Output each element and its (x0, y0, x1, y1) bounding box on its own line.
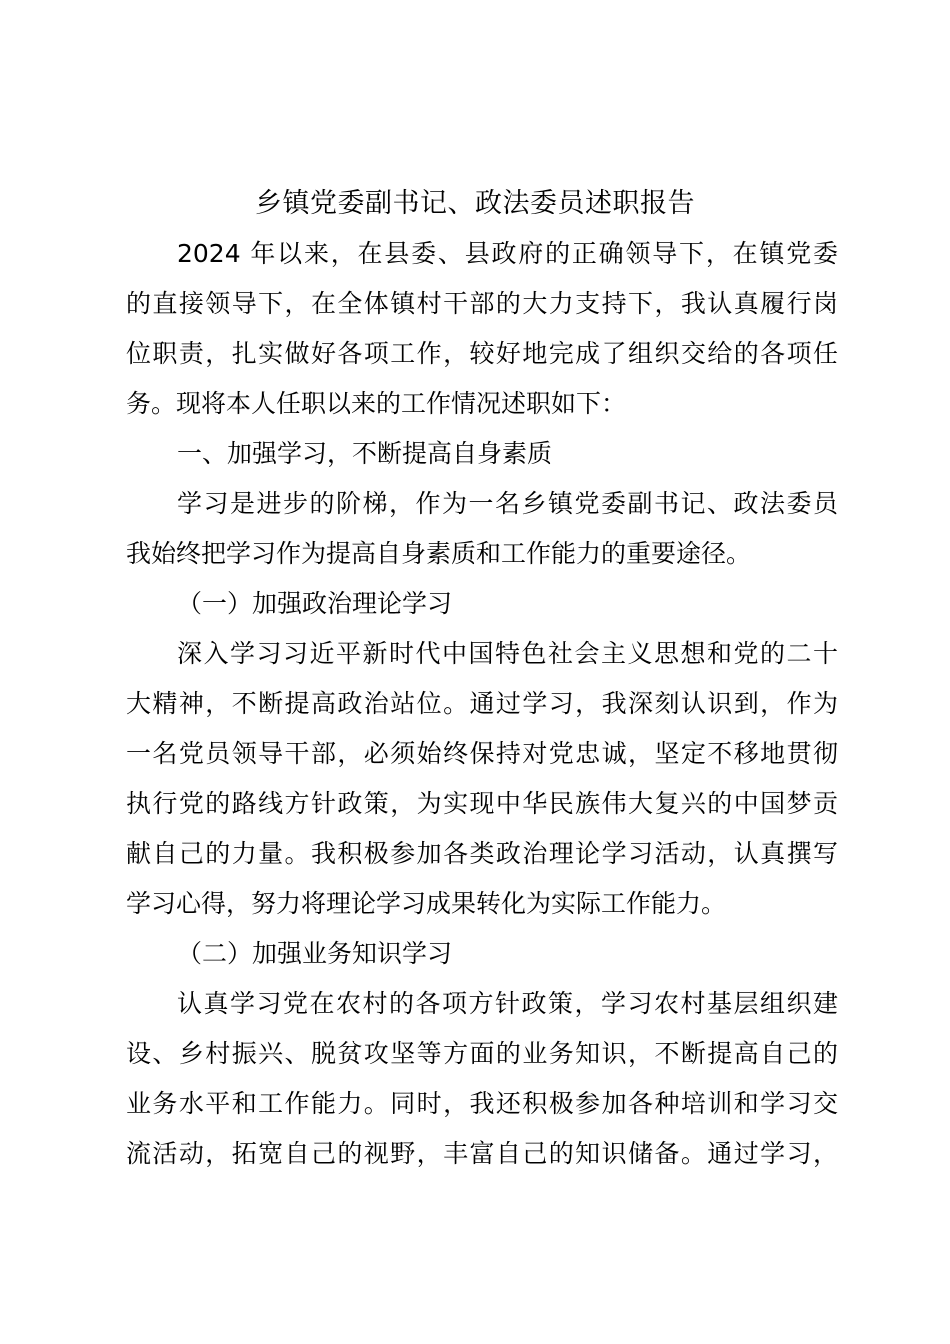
text-line: 2024 年以来，在县委、县政府的正确领导下，在镇党委 (177, 239, 838, 268)
text-line: 献自己的力量。我积极参加各类政治理论学习活动，认真撰写 (126, 839, 838, 868)
text-line: 一名党员领导干部，必须始终保持对党忠诚，坚定不移地贯彻 (126, 739, 838, 768)
text-line: 流活动，拓宽自己的视野，丰富自己的知识储备。通过学习， (126, 1139, 838, 1168)
text-line: 学习是进步的阶梯，作为一名乡镇党委副书记、政法委员 (177, 489, 838, 518)
subsection-heading: （一）加强政治理论学习 (177, 589, 453, 618)
text-line: 务。现将本人任职以来的工作情况述职如下： (126, 389, 627, 418)
text-line: 执行党的路线方针政策，为实现中华民族伟大复兴的中国梦贡 (126, 789, 838, 818)
text-line: 的直接领导下，在全体镇村干部的大力支持下，我认真履行岗 (126, 289, 838, 318)
text-line: 大精神，不断提高政治站位。通过学习，我深刻认识到，作为 (126, 689, 838, 718)
text-line: 学习心得，努力将理论学习成果转化为实际工作能力。 (126, 889, 727, 918)
text-line: 位职责，扎实做好各项工作，较好地完成了组织交给的各项任 (126, 339, 838, 368)
text-line: 业务水平和工作能力。同时，我还积极参加各种培训和学习交 (126, 1089, 838, 1118)
text-line: 深入学习习近平新时代中国特色社会主义思想和党的二十 (177, 639, 838, 668)
text-line: 我始终把学习作为提高自身素质和工作能力的重要途径。 (126, 539, 752, 568)
section-heading: 一、加强学习，不断提高自身素质 (177, 439, 553, 468)
text-line: 设、乡村振兴、脱贫攻坚等方面的业务知识，不断提高自己的 (126, 1039, 838, 1068)
text-line: 认真学习党在农村的各项方针政策，学习农村基层组织建 (177, 989, 838, 1018)
document-title: 乡镇党委副书记、政法委员述职报告 (255, 188, 695, 219)
subsection-heading: （二）加强业务知识学习 (177, 939, 453, 968)
